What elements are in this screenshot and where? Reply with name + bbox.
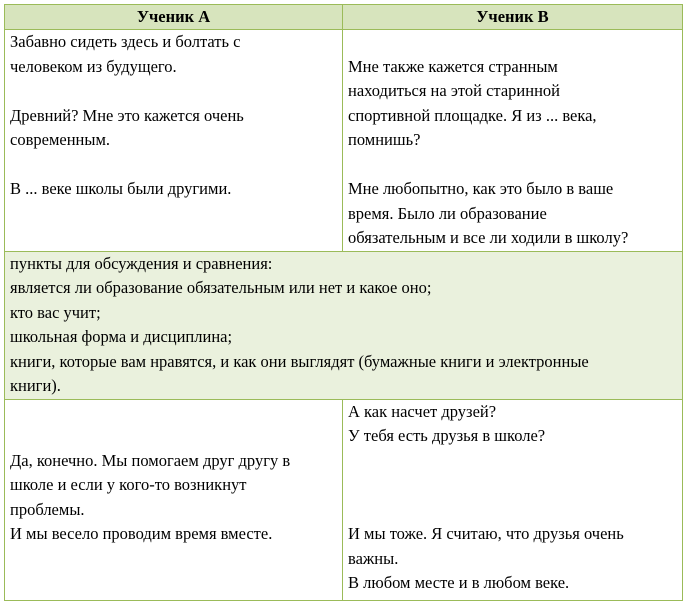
text-line: школе и если у кого-то возникнут: [10, 475, 247, 494]
text-line: кто вас учит;: [10, 302, 101, 322]
text-line: Мне любопытно, как это было в ваше: [348, 179, 614, 198]
text-line: находиться на этой старинной: [348, 81, 560, 100]
discussion-row: [5, 251, 683, 399]
text-line: пункты для обсуждения и сравнения:: [10, 253, 273, 273]
text-line: книги).: [10, 376, 61, 395]
blank-line: [10, 424, 337, 449]
text-line: проблемы.: [10, 499, 85, 519]
text-line: В ... веке школы были другими.: [10, 179, 232, 198]
student-b-cell-2: [343, 399, 683, 600]
student-a-cell-1: [5, 30, 343, 252]
text-line: А как насчет друзей?: [348, 401, 497, 421]
blank-line: [348, 473, 677, 498]
text-line: помнишь?: [348, 130, 421, 149]
student-b-cell-1: [343, 30, 683, 252]
text-line: школьная форма и дисциплина;: [10, 327, 233, 346]
blank-line: [348, 498, 677, 523]
blank-line: [348, 153, 677, 178]
text-line: человеком из будущего.: [10, 56, 177, 76]
text-line: Забавно сидеть здесь и болтать с: [10, 32, 241, 51]
text-line: И мы весело проводим время вместе.: [10, 524, 273, 543]
text-line: Да, конечно. Мы помогаем друг другу в: [10, 450, 291, 470]
blank-line: [348, 30, 677, 55]
text-line: В любом месте и в любом веке.: [348, 573, 570, 592]
text-line: современным.: [10, 130, 111, 149]
text-line: обязательным и все ли ходили в школу?: [348, 228, 629, 247]
text-line: У тебя есть друзья в школе?: [348, 426, 546, 445]
text-line: спортивной площадке. Я из ... века,: [348, 105, 597, 125]
blank-line: [10, 400, 337, 425]
student-a-header: Ученик А: [5, 5, 343, 30]
text-line: Мне также кажется странным: [348, 56, 558, 76]
text-line: является ли образование обязательным или нет и какое оно;: [10, 278, 432, 297]
header-row: [5, 5, 683, 30]
text-line: важны.: [348, 548, 399, 568]
student-b-header: Ученик В: [343, 5, 683, 30]
blank-line: [348, 449, 677, 474]
text-line: И мы тоже. Я считаю, что друзья очень: [348, 524, 624, 543]
text-line: время. Было ли образование: [348, 203, 547, 223]
discussion-points-cell: [5, 251, 683, 399]
dialogue-table: [4, 4, 683, 601]
student-a-cell-2: [5, 399, 343, 600]
blank-line: [10, 153, 337, 178]
dialogue-row-1: [5, 30, 683, 252]
dialogue-row-2: [5, 399, 683, 600]
text-line: Древний? Мне это кажется очень: [10, 105, 244, 125]
text-line: книги, которые вам нравятся, и как они выглядят (бумажные книги и электронные: [10, 351, 589, 371]
blank-line: [10, 79, 337, 104]
